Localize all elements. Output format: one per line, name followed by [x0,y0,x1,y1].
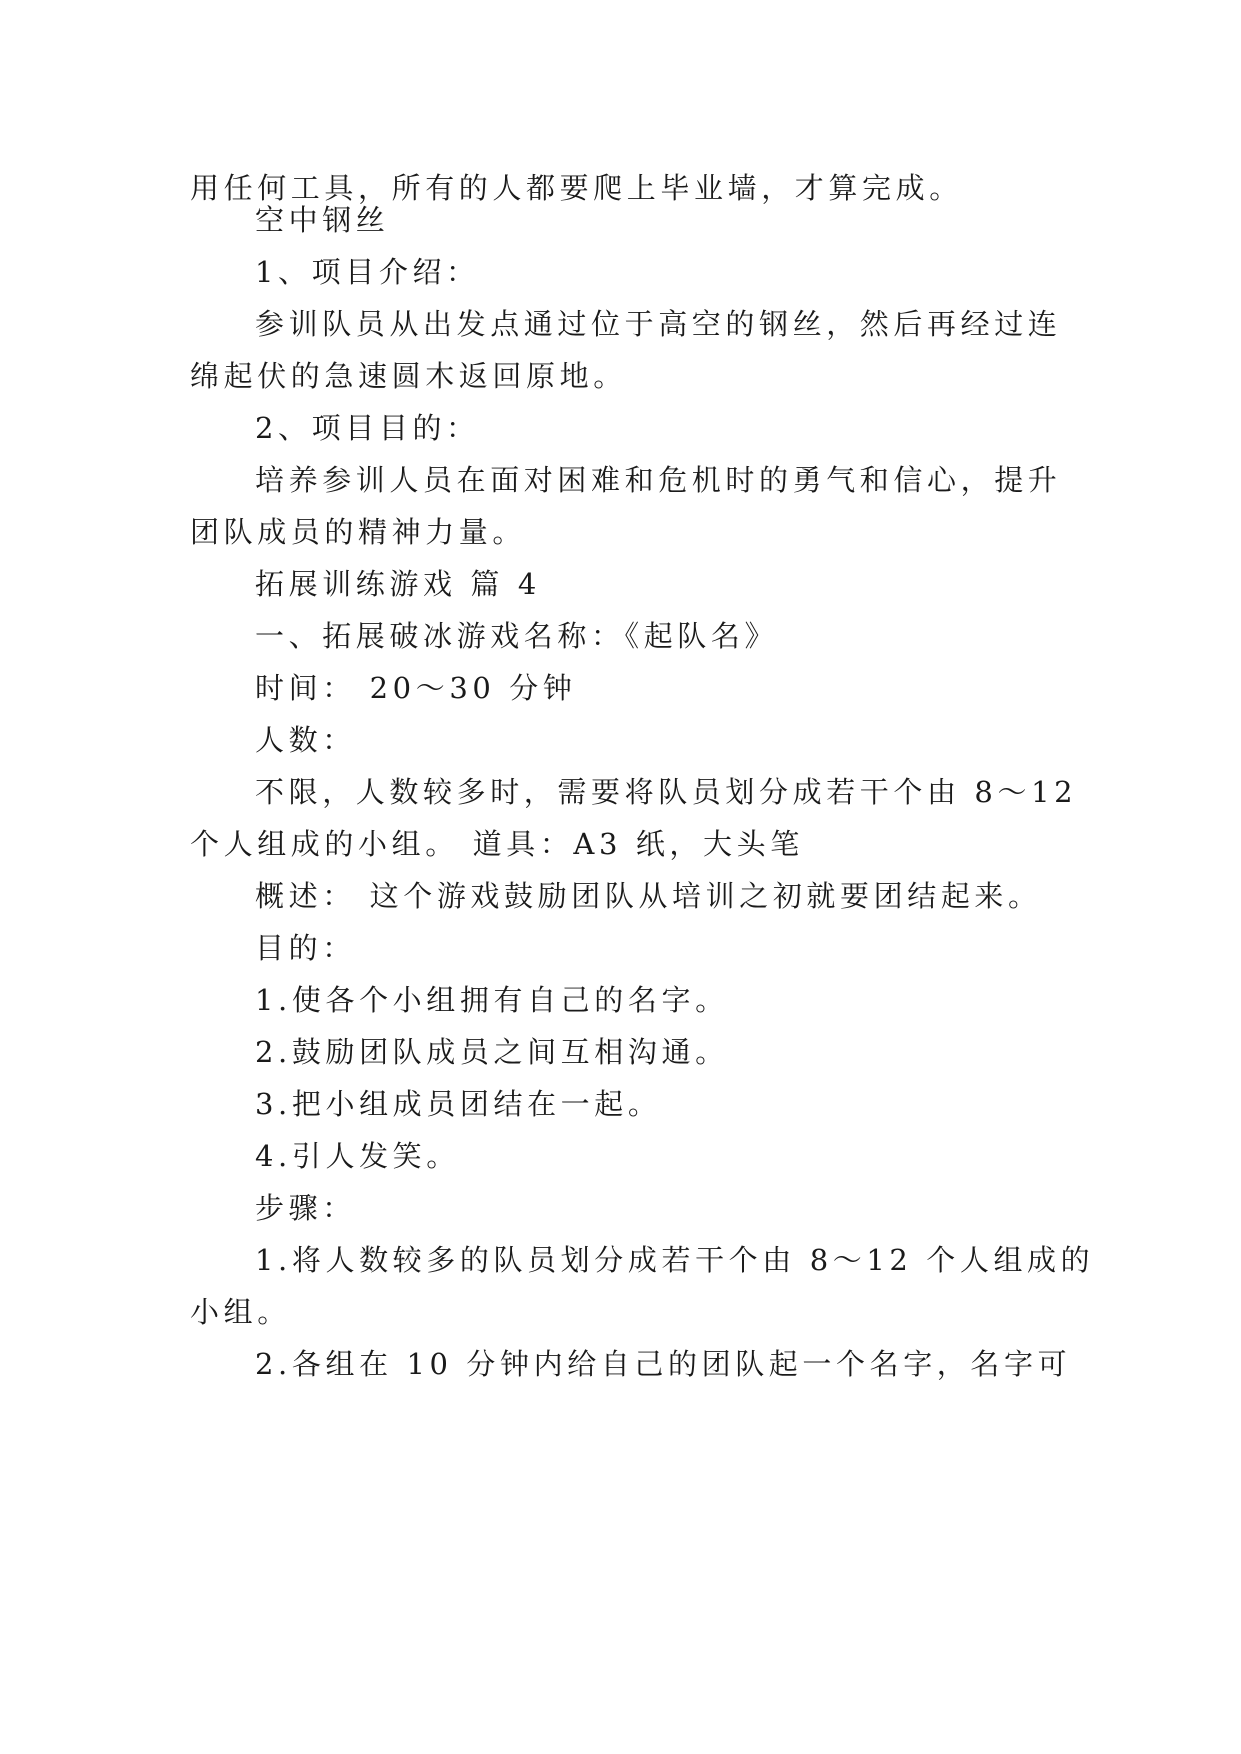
text-line: 4.引人发笑。 [255,1139,460,1173]
text-line: 1、项目介绍： [255,255,480,289]
text-line: 个人组成的小组。 道具：A3 纸，大头笔 [190,827,804,861]
text-line: 2.各组在 10 分钟内给自己的团队起一个名字，名字可 [255,1347,1072,1381]
text-line: 概述： 这个游戏鼓励团队从培训之初就要团结起来。 [255,879,1042,913]
text-line: 目的： [255,931,356,965]
text-line: 2、项目目的： [255,411,480,445]
text-line: 3.把小组成员团结在一起。 [255,1087,662,1121]
text-line: 团队成员的精神力量。 [190,515,527,549]
text-line: 1.将人数较多的队员划分成若干个由 8～12 个人组成的 [255,1243,1095,1277]
text-line: 培养参训人员在面对困难和危机时的勇气和信心，提升 [255,463,1062,497]
text-line: 一、拓展破冰游戏名称：《起队名》 [255,619,779,653]
text-line: 用任何工具，所有的人都要爬上毕业墙，才算完成。 [190,171,963,205]
text-line: 绵起伏的急速圆木返回原地。 [190,359,627,393]
section-heading: 拓展训练游戏 篇 4 [255,567,541,601]
text-line: 步骤： [255,1191,356,1225]
text-line: 人数： [255,723,356,757]
text-line: 时间： 20～30 分钟 [255,671,577,705]
text-line: 不限，人数较多时，需要将队员划分成若干个由 8～12 [255,775,1078,809]
text-line: 参训队员从出发点通过位于高空的钢丝，然后再经过连 [255,307,1062,341]
text-line: 1.使各个小组拥有自己的名字。 [255,983,729,1017]
section-heading: 空中钢丝 [255,203,390,237]
text-line: 小组。 [190,1295,291,1329]
text-line: 2.鼓励团队成员之间互相沟通。 [255,1035,729,1069]
